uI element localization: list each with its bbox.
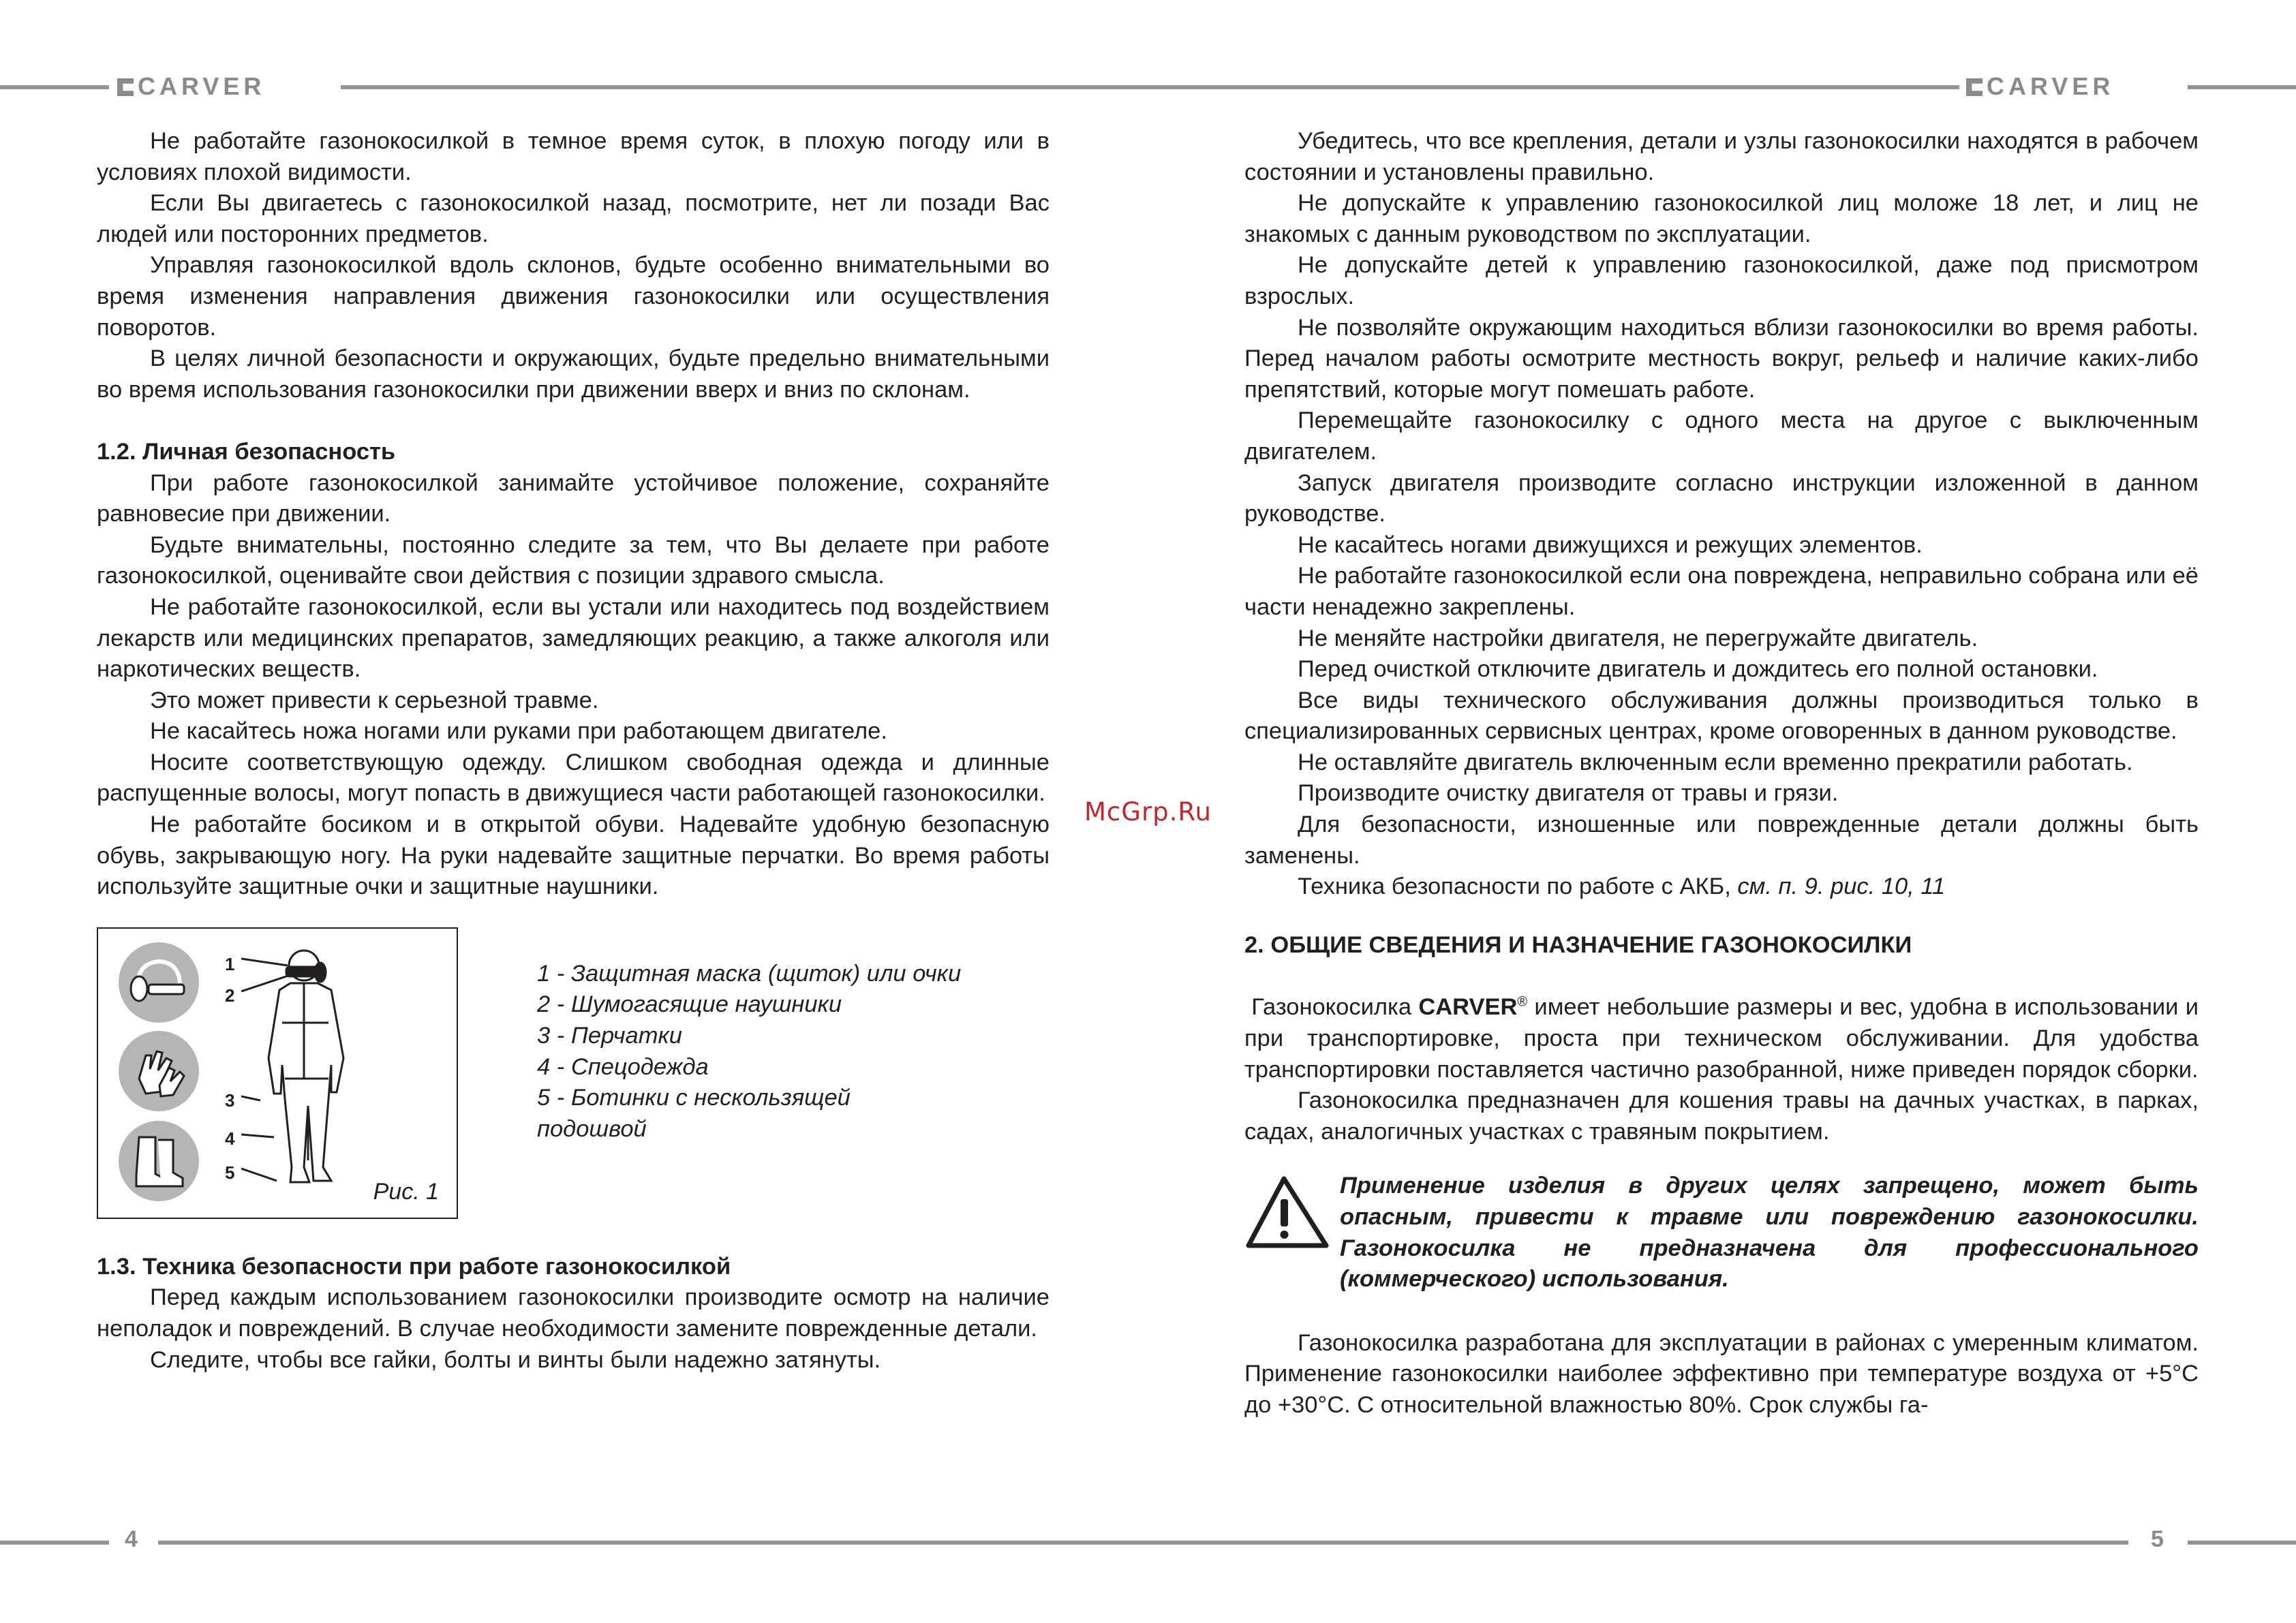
- header-rule-right: [2188, 85, 2296, 89]
- paragraph: Перед каждым использованием газонокосилки производите осмотр на наличие неполадок и повреждений. В случае необходимости замените поврежденные детали.: [97, 1284, 1050, 1342]
- header-rule-left-b: [341, 85, 1959, 89]
- paragraph: Не работайте босиком и в открытой обуви. Надевайте удобную безопасную обувь, закрывающую ногу. На руки надевайте защитные перчатки. Во время работы используйте защитные очки и защитные наушники.: [97, 812, 1050, 900]
- paragraph: [1244, 871, 2199, 903]
- paragraph: Не касайтесь ногами движущихся и режущих элементов.: [1298, 531, 1923, 558]
- paragraph: Не работайте газонокосилкой в темное время суток, в плохую погоду или в условиях плохой видимости.: [97, 128, 1050, 185]
- paragraph: Если Вы двигаетесь с газонокосилкой назад, посмотрите, нет ли позади Вас людей или посторонних предметов.: [97, 190, 1050, 247]
- paragraph: Будьте внимательны, постоянно следите за тем, что Вы делаете при работе газонокосилкой, оценивайте свои действия с позиции здравого смысла.: [97, 531, 1050, 589]
- figure-legend: [537, 959, 961, 1145]
- figure-caption: Рис. 1: [373, 1179, 439, 1205]
- paragraph: Убедитесь, что все крепления, детали и узлы газонокосилки находятся в рабочем состоянии и установлены правильно.: [1244, 128, 2199, 185]
- paragraph: Не позволяйте окружающим находиться вблизи газонокосилки во время работы. Перед началом работы осмотрите местность вокруг, рельеф и наличие каких-либо препятствий, которые могут помешать работе.: [1244, 314, 2199, 403]
- brand-logo-right: [1966, 73, 2114, 100]
- right-column: [1244, 126, 2199, 1421]
- paragraph: В целях личной безопасности и окружающих, будьте предельно внимательными во время использования газонокосилки при движении вверх и вниз по склонам.: [97, 345, 1050, 403]
- section-heading-1-3: 1.3. Техника безопасности при работе газонокосилкой: [97, 1253, 731, 1280]
- legend-item: 4 - Спецодежда: [537, 1053, 709, 1080]
- gloves-icon: [119, 1031, 199, 1111]
- brand-name-inline: CARVER: [1418, 994, 1518, 1021]
- paragraph: Запуск двигателя производите согласно инструкции изложенной в данном руководстве.: [1244, 469, 2199, 527]
- page-number-left: 4: [125, 1526, 138, 1552]
- header-rule-left-a: [0, 85, 109, 89]
- worker-figure-icon: [241, 942, 391, 1201]
- figure-box: [97, 927, 458, 1219]
- paragraph: Не допускайте к управлению газонокосилкой лиц моложе 18 лет, и лиц не знакомых с данным руководством по эксплуатации.: [1244, 190, 2199, 247]
- paragraph: Управляя газонокосилкой вдоль склонов, будьте особенно внимательными во время изменения направления движения газонокосилки или осуществления поворотов.: [97, 252, 1050, 341]
- page-number-right: 5: [2151, 1526, 2164, 1552]
- paragraph: Не оставляйте двигатель включенным если временно прекратили работать.: [1298, 749, 2133, 775]
- footer-rule-right: [2188, 1541, 2296, 1545]
- ear-protection-icon: [119, 942, 199, 1023]
- figure-number: 3: [225, 1089, 235, 1111]
- paragraph: Перемещайте газонокосилку с одного места на другое с выключенным двигателем.: [1244, 407, 2199, 465]
- figure-number: 5: [225, 1162, 235, 1183]
- paragraph: Перед очисткой отключите двигатель и дождитесь его полной остановки.: [1298, 656, 2098, 683]
- paragraph: Газонокосилка разработана для эксплуатации в районах с умеренным климатом. Применение газонокосилки наиболее эффективно при температуре воздуха от +5°С до +30°С. С относительной влажностью 80%. Срок службы га-: [1244, 1329, 2199, 1418]
- footer-rule-middle: [158, 1541, 2128, 1545]
- paragraph: Носите соответствующую одежду. Слишком свободная одежда и длинные распущенные волосы, могут попасть в движущиеся части работающей газонокосилки.: [97, 749, 1050, 807]
- brand-logo-left: [117, 73, 265, 100]
- footer-rule-left: [0, 1541, 109, 1545]
- watermark: McGrp.Ru: [1084, 797, 1212, 826]
- legend-item: 1 - Защитная маска (щиток) или очки: [537, 960, 962, 987]
- paragraph: Не работайте газонокосилкой если она повреждена, неправильно собрана или её части ненадежно закреплены.: [1244, 563, 2199, 620]
- paragraph: Для безопасности, изношенные или поврежденные детали должны быть заменены.: [1244, 812, 2199, 869]
- brand-name: CARVER: [138, 72, 266, 100]
- paragraph: Все виды технического обслуживания должны производиться только в специализированных сервисных центрах, кроме оговоренных в данном руководстве.: [1244, 687, 2199, 745]
- warning-block: [1244, 1171, 2199, 1295]
- legend-item: 2 - Шумогасящие наушники: [537, 991, 842, 1018]
- figure-number: 2: [225, 985, 235, 1006]
- brand-name: CARVER: [1987, 72, 2115, 100]
- figure-number: 1: [225, 953, 235, 974]
- paragraph: Производите очистку двигателя от травы и грязи.: [1298, 780, 1839, 807]
- left-column: [97, 126, 1050, 1376]
- paragraph: Следите, чтобы все гайки, болты и винты были надежно затянуты.: [150, 1346, 881, 1373]
- warning-text: Применение изделия в других целях запрещено, может быть опасным, привести к травме или повреждению газонокосилки. Газонокосилка не предназначена для профессионального (коммерческого) использования.: [1340, 1173, 2199, 1293]
- registered-mark: ®: [1517, 994, 1528, 1010]
- paragraph: Не работайте газонокосилкой, если вы устали или находитесь под воздействием лекарств или медицинских препаратов, замедляющих реакцию, а также алкоголя или наркотических веществ.: [97, 593, 1050, 683]
- paragraph: Это может привести к серьезной травме.: [150, 687, 599, 713]
- paragraph-text: имеет небольшие размеры и вес, удобна в использовании и при транспортировке, проста при техническом обслуживании. Для удобства транспортировки поставляется частично разобранной, ниже приведен порядок сборки.: [1244, 994, 2199, 1083]
- carver-logo-icon: [1966, 78, 1983, 96]
- cross-reference: см. п. 9. рис. 10, 11: [1737, 874, 1946, 900]
- boots-icon: [119, 1121, 199, 1201]
- warning-triangle-icon: [1244, 1173, 1340, 1255]
- figure-number: 4: [225, 1128, 235, 1149]
- paragraph: Не касайтесь ножа ногами или руками при работающем двигателе.: [150, 718, 887, 745]
- figure-1: [97, 927, 1050, 1219]
- paragraph: [1244, 992, 2199, 1085]
- carver-logo-icon: [117, 78, 134, 96]
- legend-item: 5 - Ботинки с нескользящей подошвой: [537, 1085, 851, 1142]
- paragraph: Не допускайте детей к управлению газонокосилкой, даже под присмотром взрослых.: [1244, 252, 2199, 309]
- paragraph: Газонокосилка предназначен для кошения травы на дачных участках, в парках, садах, аналогичных участках с травяным покрытием.: [1244, 1087, 2199, 1145]
- section-heading-2: 2. ОБЩИЕ СВЕДЕНИЯ И НАЗНАЧЕНИЕ ГАЗОНОКОСИЛКИ: [1244, 931, 1912, 958]
- paragraph-text: Техника безопасности по работе с АКБ,: [1298, 874, 1738, 900]
- paragraph: Не меняйте настройки двигателя, не перегружайте двигатель.: [1298, 625, 1978, 651]
- section-heading-1-2: 1.2. Личная безопасность: [97, 438, 396, 465]
- paragraph: При работе газонокосилкой занимайте устойчивое положение, сохраняйте равновесие при движении.: [97, 469, 1050, 527]
- paragraph-text: Газонокосилка: [1244, 994, 1419, 1021]
- legend-item: 3 - Перчатки: [537, 1023, 682, 1049]
